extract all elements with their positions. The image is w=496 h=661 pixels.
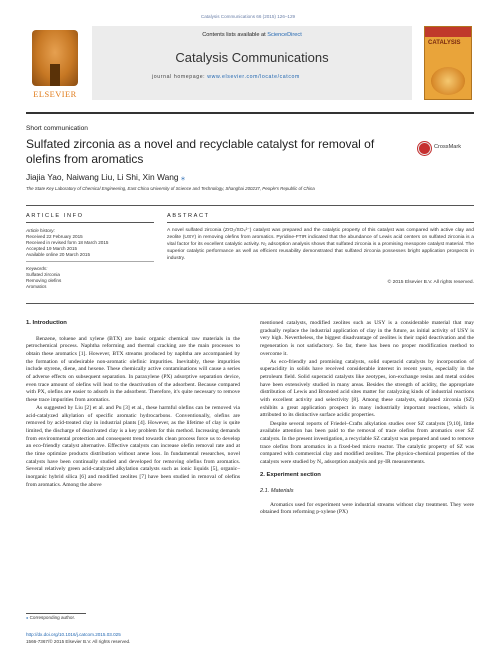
journal-masthead	[26, 22, 474, 110]
contents-prefix: Contents lists available at	[202, 32, 268, 38]
crossmark-icon	[418, 142, 431, 155]
history-item: Received 22 February 2015	[26, 234, 83, 239]
section-heading-introduction: 1. Introduction	[26, 320, 67, 326]
corresponding-author-marker[interactable]: ⁎	[178, 172, 186, 182]
elsevier-tree-trunk	[50, 64, 60, 86]
abstract-text: A novel sulfated zirconia (ZrO₂/SO₄²⁻) catalyst was prepared and the catalytic property of this catalyst was compared with active clay and zeolite (USY) in removing olefins from aromatics. Pyridine-FTIR indicated that the abundance of Lewis acid centers on sulfated zirconia is a vital factor for its excellent catalytic activity. N₂ adsorption analysis shows that sulfated zirconia is a promising mesopore catalyst material. The superior catalytic performance as well as efficient reusability demonstrated that sulfated zirconia possesses bright application prospects in industry.	[167, 228, 474, 261]
body-paragraph: As eco-friendly and promising catalysts, solid superacid catalysts by incorporation of superacidity in solids have received considerable interest in recent years, especially in the petroleum field. Solid superacid catalysts like zeotypes, ion-exchange resins and metal oxides have been extensively studied in many areas. Besides the strength of acidity, the appropriate distribution of Lewis and Bronsted acid sites matter for catalyzing kinds of industrial reactions with excellent activity and selectivity [8]. Among these catalysts, sulphated zirconia (SZ) exhibits a great application prospect in many industrially important reactions, which is attributed to its distinctive surface acidic properties.	[260, 358, 474, 419]
journal-header-box	[92, 26, 412, 100]
crossmark-badge[interactable]	[418, 141, 476, 157]
contents-line	[92, 32, 412, 38]
footnote-text: Corresponding author.	[28, 615, 76, 620]
author-list	[26, 172, 185, 182]
publisher-name: ELSEVIER	[33, 90, 77, 99]
sciencedirect-link[interactable]: ScienceDirect	[267, 32, 302, 38]
abstract-bottom-divider	[26, 303, 474, 304]
homepage-link[interactable]: www.elsevier.com/locate/catcom	[207, 74, 300, 80]
keyword: Sulfated zirconia	[26, 272, 60, 277]
corresponding-author-footnote	[26, 615, 75, 621]
copyright-notice: © 2015 Elsevier B.V. All rights reserved.	[387, 280, 474, 285]
keyword: Removing olefins	[26, 278, 62, 283]
article-title: Sulfated zirconia as a novel and recyclable catalyst for removal of olefins from aromatics	[26, 137, 375, 166]
section-heading-experiment: 2. Experiment section	[260, 472, 321, 479]
info-divider	[26, 261, 154, 262]
body-paragraph: Despite several reports of Friedel–Crafts alkylation studies over SZ catalysts [9,10], little available attention has been paid to the removal of trace olefins from aromatics over SZ catalysts. In the present investigation, a recyclable SZ catalyst was prepared and used to remove trace olefins from aromatics in a fixed-bed micro reactor. The catalytic property of SZ was compared with commercial clay and modified zeolites. The physico-chemical properties of the catalysts were studied by N₂ adsorption analysis and py-IR measurements.	[260, 420, 474, 465]
article-type: Short communication	[26, 125, 88, 132]
cover-band	[425, 27, 471, 37]
doi-link[interactable]: http://dx.doi.org/10.1016/j.catcom.2015.03.025	[26, 632, 121, 637]
author-affiliation: The State Key Laboratory of Chemical Engineering, East China University of Science and Technology, Shanghai 200237, People's Republic of China	[26, 186, 315, 191]
journal-title[interactable]: Catalysis Communications	[175, 50, 329, 65]
history-item: Available online 20 March 2015	[26, 252, 91, 257]
journal-cover-thumbnail[interactable]	[424, 26, 472, 100]
masthead-divider	[26, 112, 474, 114]
elsevier-logo[interactable]	[26, 30, 84, 102]
keyword: Aromatics	[26, 284, 47, 289]
footnote-marker: ⁎	[26, 615, 29, 620]
homepage-prefix: journal homepage:	[152, 74, 208, 80]
authors-text: Jiajia Yao, Naiwang Liu, Li Shi, Xin Wang	[26, 172, 179, 182]
footnote-divider	[26, 613, 86, 614]
abstract-heading: ABSTRACT	[167, 213, 210, 219]
history-item: Received in revised form 18 March 2015	[26, 240, 109, 245]
crossmark-label: CrossMark	[434, 144, 462, 150]
body-column-right	[260, 320, 474, 518]
history-item: Accepted 19 March 2015	[26, 246, 78, 251]
keywords-label: Keywords:	[26, 266, 48, 271]
abstract-heading-divider	[167, 222, 474, 223]
cover-art	[431, 67, 465, 95]
info-top-divider	[26, 205, 474, 206]
history-label: Article history:	[26, 228, 55, 233]
journal-homepage-line	[66, 74, 386, 80]
subsection-heading-materials: 2.1. Materials	[260, 488, 294, 495]
body-column-left	[26, 320, 240, 490]
journal-reference: Catalysis Communications 66 (2015) 126–129	[200, 14, 296, 19]
article-info-heading: ARTICLE INFO	[26, 213, 84, 219]
cover-title: CATALYSIS	[428, 40, 461, 46]
article-info	[26, 228, 154, 290]
issn-copyright: 1566-7367/© 2015 Elsevier B.V. All rights reserved.	[26, 639, 131, 644]
body-paragraph: As suggested by Liu [2] et al. and Pu [3] et al., these harmful olefins can be removed via acid-catalyzed alkylation of specific aromatic hydrocarbons. Conventionally, olefins are removed by acid-treated clay in industrial plants [4]. However, as the lifetime of clay is quite limited, the discharge of deactivated clay is a key problem for this method. Increasing demands from environmental protection and consequent trend towards clean process force us to develop an eco-friendly catalyst alternative. Effective catalysts can increase olefin removal rate and at the time optimize products distribution without arene loss. In fundamental researches, novel catalysts have been continually studied and developed for removing olefins from aromatics. Several relatively green acid-catalyzed alkylation catalysts such as ionic liquids [5], organic–inorganic hybrid silica [6] and modified zeolites [7] have been studied in removal of olefins from aromatics. Among the above	[26, 405, 240, 488]
body-paragraph: Aromatics used for experiment were industrial streams without clay treatment. They were obtained from reforming p-xylene (PX)	[260, 501, 474, 516]
body-paragraph: Benzene, toluene and xylene (BTX) are basic organic chemical raw materials in the petrochemical process. Naphtha reforming and thermal cracking are the main processes to obtain these aromatics [1]. However, BTX streams produced by naphtha are accompanied by the formation of undesirable non-aromatic olefinic impurities. Inevitably, these impurities include styrene, diene, and hexene. These chemically active contaminations will cause a series of adverse effects on subsequent separation. In paraxylene (PX) adsorptive separation device, even trace amount of olefins will lead to the deactivation of the adsorbent. Because compared with PX, olefins are easier to adsorb in the adsorbent. Therefore, it's quite necessary to remove these trace impurities from aromatics.	[26, 335, 240, 403]
info-heading-divider	[26, 222, 154, 223]
body-paragraph: mentioned catalysts, modified zeolites such as USY is a considerable material that may gradually replace the industrial application of clay in the future, as initial activity of USY is very high. Nevertheless, the biggest disadvantage of zeolites is their rapid deactivation and the regeneration is not satisfactory. So far, there has been no proper modification method to overcome it.	[260, 320, 474, 357]
